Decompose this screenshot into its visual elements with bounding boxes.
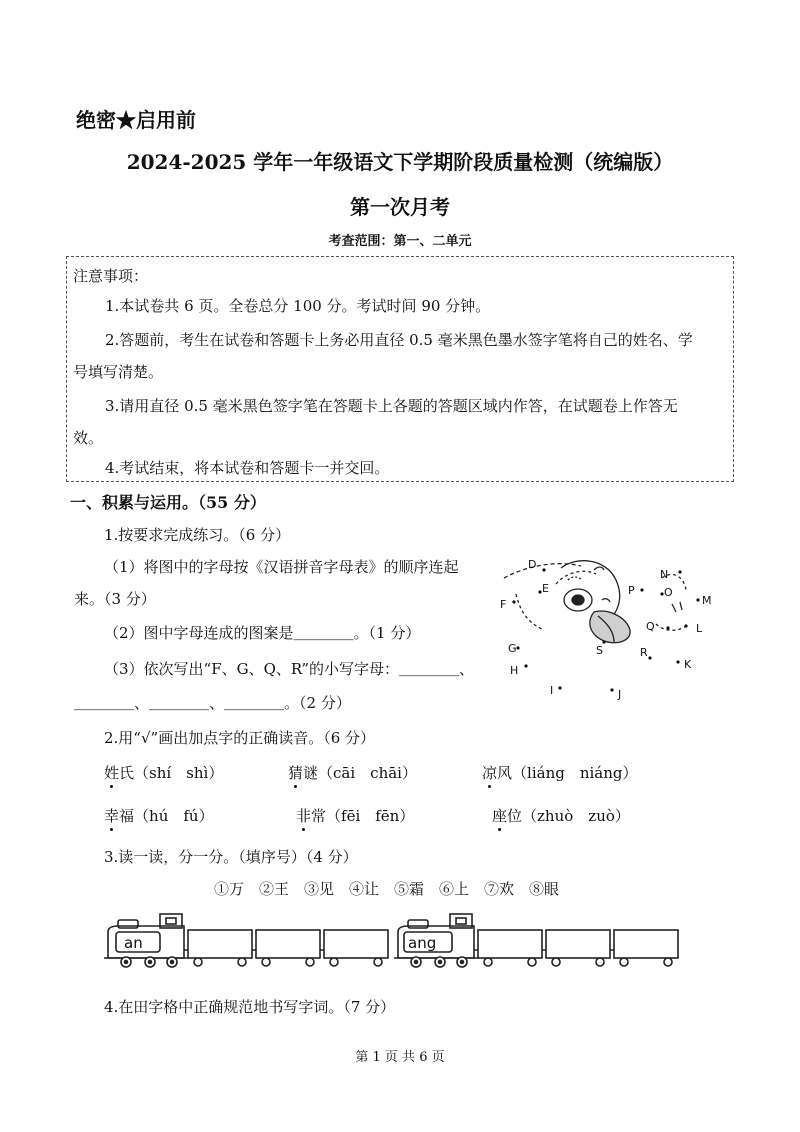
notice-box bbox=[66, 256, 734, 482]
q1-part2: （2）图中字母连成的图案是＿＿＿＿。（1 分） bbox=[104, 624, 421, 642]
q1-part3a: （3）依次写出“F、G、Q、R”的小写字母：＿＿＿＿、 bbox=[104, 660, 475, 678]
notice-item-3a: 3.请用直径 0.5 毫米黑色签字笔在答题卡上各题的答题区域内作答，在试题卷上作答无 bbox=[105, 397, 678, 415]
exam-subtitle: 第一次月考 bbox=[350, 195, 450, 219]
page-footer: 第 1 页 共 6 页 bbox=[355, 1050, 445, 1065]
q2-item-1 bbox=[104, 762, 223, 783]
q3-title: 3.读一读，分一分。（填序号）（4 分） bbox=[104, 848, 358, 866]
q2-item-2 bbox=[288, 762, 417, 783]
dotted-char: 猜 bbox=[288, 764, 304, 782]
secret-label: 绝密★启用前 bbox=[76, 108, 196, 132]
pinyin-options: （cāi chāi） bbox=[318, 764, 417, 782]
letter-j: J bbox=[618, 688, 622, 701]
letter-i: I bbox=[550, 684, 554, 697]
letter-o: O bbox=[664, 586, 673, 599]
train-ang bbox=[394, 910, 680, 970]
q2-item-6 bbox=[492, 805, 630, 826]
q3-options: ①万 ②王 ③见 ④让 ⑤霜 ⑥上 ⑦欢 ⑧眼 bbox=[214, 880, 560, 898]
fish-drawing bbox=[504, 561, 686, 643]
notice-item-3b: 效。 bbox=[73, 429, 104, 447]
q1-part1a: （1）将图中的字母按《汉语拼音字母表》的顺序连起 bbox=[104, 558, 459, 576]
notice-item-4: 4.考试结束，将本试卷和答题卡一并交回。 bbox=[105, 459, 390, 477]
section-1-heading: 一、积累与运用。（55 分） bbox=[70, 493, 266, 512]
dotted-char: 非 bbox=[296, 807, 312, 825]
dotted-char: 凉 bbox=[482, 764, 498, 782]
q1-part1b: 来。（3 分） bbox=[74, 590, 156, 608]
letter-q: Q bbox=[646, 620, 655, 633]
notice-item-2b: 号填写清楚。 bbox=[73, 363, 164, 381]
letter-d: D bbox=[528, 558, 537, 571]
notice-item-1: 1.本试卷共 6 页。全卷总分 100 分。考试时间 90 分钟。 bbox=[105, 297, 491, 315]
pinyin-options: （shí shì） bbox=[134, 764, 224, 782]
q2-item-5 bbox=[296, 805, 414, 826]
word-rest: 风 bbox=[497, 764, 513, 782]
letter-n: N bbox=[660, 568, 669, 581]
letter-e: E bbox=[542, 582, 549, 595]
letter-l: L bbox=[696, 622, 703, 635]
letter-k: K bbox=[684, 658, 692, 671]
letter-f: F bbox=[500, 598, 507, 611]
dotted-char: 幸 bbox=[104, 807, 120, 825]
exam-title: 2024-2025 学年一年级语文下学期阶段质量检测（统编版） bbox=[126, 150, 674, 174]
train-ang-label: ang bbox=[408, 934, 437, 952]
letter-m: M bbox=[702, 594, 712, 607]
pinyin-options: （fēi fēn） bbox=[326, 807, 415, 825]
notice-heading: 注意事项： bbox=[73, 267, 149, 285]
word-rest: 位 bbox=[507, 807, 523, 825]
q4-title: 4.在田字格中正确规范地书写字词。（7 分） bbox=[104, 998, 396, 1016]
word-rest: 福 bbox=[119, 807, 135, 825]
train-an bbox=[104, 910, 390, 970]
pinyin-options: （zhuò zuò） bbox=[522, 807, 630, 825]
letter-g: G bbox=[508, 642, 517, 655]
pinyin-options: （liáng niáng） bbox=[512, 764, 638, 782]
q1-title: 1.按要求完成练习。（6 分） bbox=[104, 526, 291, 544]
q2-item-4 bbox=[104, 805, 214, 826]
word-rest: 氏 bbox=[119, 764, 135, 782]
letter-s: S bbox=[596, 644, 603, 657]
dotted-char: 姓 bbox=[104, 764, 120, 782]
word-rest: 常 bbox=[311, 807, 327, 825]
dot-to-dot-picture bbox=[486, 550, 726, 710]
q1-part3b: ＿＿＿＿、＿＿＿＿、＿＿＿＿。（2 分） bbox=[74, 694, 351, 712]
notice-item-2a: 2.答题前，考生在试卷和答题卡上务必用直径 0.5 毫米黑色墨水签字笔将自己的姓名、学 bbox=[105, 331, 693, 349]
q2-item-3 bbox=[482, 762, 638, 783]
word-rest: 谜 bbox=[303, 764, 319, 782]
letter-p: P bbox=[628, 584, 635, 597]
exam-scope: 考查范围：第一、二单元 bbox=[328, 234, 472, 249]
letter-r: R bbox=[640, 646, 648, 659]
dotted-char: 座 bbox=[492, 807, 508, 825]
letter-h: H bbox=[510, 664, 519, 677]
q2-title: 2.用“√”画出加点字的正确读音。（6 分） bbox=[104, 729, 376, 747]
pinyin-options: （hú fú） bbox=[134, 807, 214, 825]
train-an-label: an bbox=[124, 934, 143, 952]
